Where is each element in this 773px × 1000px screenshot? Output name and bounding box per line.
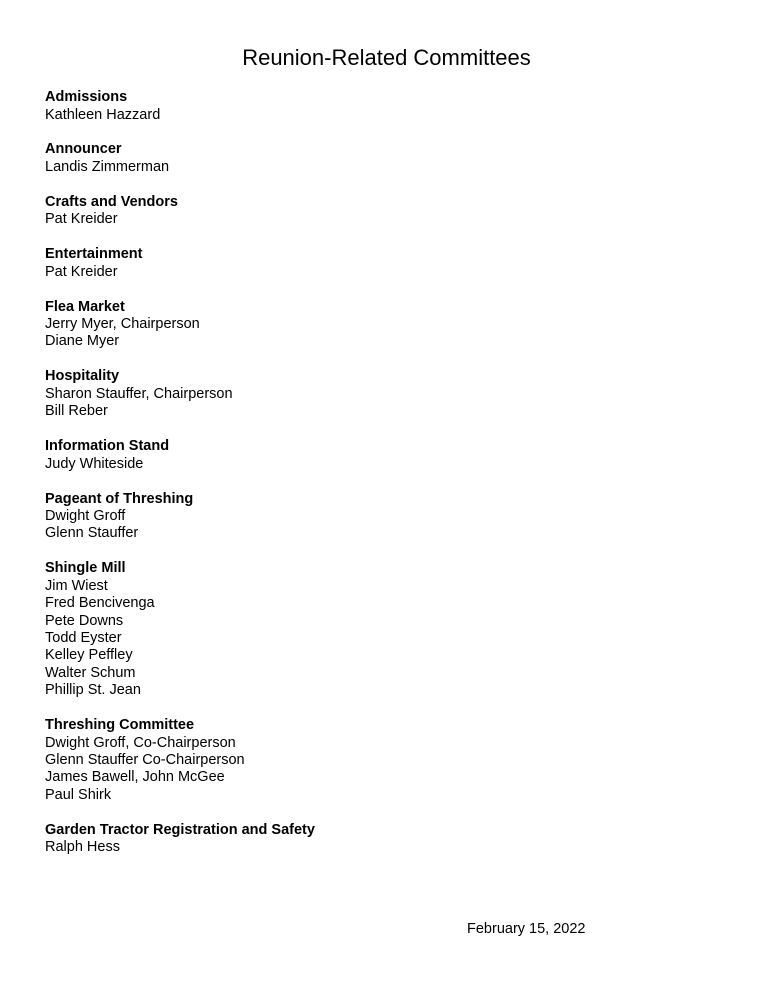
committee-name: Garden Tractor Registration and Safety — [45, 821, 315, 838]
committee-member: Kathleen Hazzard — [45, 106, 161, 123]
committee-block — [45, 299, 645, 351]
committee-member: Walter Schum — [45, 664, 136, 681]
committee-member: Landis Zimmerman — [45, 158, 170, 175]
committee-list — [45, 89, 645, 874]
committee-name: Announcer — [45, 141, 122, 158]
committee-member: Paul Shirk — [45, 786, 112, 803]
committee-block — [45, 246, 645, 281]
committee-name: Hospitality — [45, 368, 120, 385]
committee-member: Pat Kreider — [45, 263, 118, 280]
committee-member: Diane Myer — [45, 333, 120, 350]
committee-block — [45, 368, 645, 420]
committee-name: Entertainment — [45, 246, 143, 263]
committee-block — [45, 438, 645, 473]
committee-member: James Bawell, John McGee — [45, 769, 225, 786]
committee-name: Pageant of Threshing — [45, 490, 194, 507]
committee-member: Dwight Groff, Co-Chairperson — [45, 734, 236, 751]
committee-member: Pete Downs — [45, 612, 124, 629]
committee-name: Shingle Mill — [45, 560, 126, 577]
committee-name: Crafts and Vendors — [45, 193, 178, 210]
committee-name: Threshing Committee — [45, 717, 195, 734]
committee-name: Admissions — [45, 89, 128, 105]
page-title: Reunion-Related Committees — [242, 45, 531, 70]
committee-member: Pat Kreider — [45, 211, 118, 228]
committee-member: Sharon Stauffer, Chairperson — [45, 385, 233, 402]
committee-member: Kelley Peffley — [45, 647, 133, 664]
committee-block — [45, 560, 645, 699]
committee-member: Todd Eyster — [45, 629, 122, 646]
committee-block — [45, 822, 645, 857]
committee-member: Glenn Stauffer — [45, 525, 139, 542]
committee-member: Fred Bencivenga — [45, 595, 155, 612]
committee-block — [45, 194, 645, 229]
committee-member: Jim Wiest — [45, 577, 108, 594]
page-date: February 15, 2022 — [467, 921, 586, 937]
committee-member: Jerry Myer, Chairperson — [45, 316, 200, 333]
committee-member: Bill Reber — [45, 403, 108, 420]
committee-member: Ralph Hess — [45, 839, 120, 856]
committee-member: Judy Whiteside — [45, 455, 144, 472]
committee-name: Flea Market — [45, 298, 125, 315]
committee-name: Information Stand — [45, 438, 170, 455]
committee-block — [45, 141, 645, 176]
committee-block — [45, 491, 645, 543]
committee-block — [45, 89, 645, 124]
committee-member: Phillip St. Jean — [45, 682, 141, 699]
committee-member: Glenn Stauffer Co-Chairperson — [45, 751, 245, 768]
committee-member: Dwight Groff — [45, 508, 126, 525]
committee-block — [45, 717, 645, 804]
